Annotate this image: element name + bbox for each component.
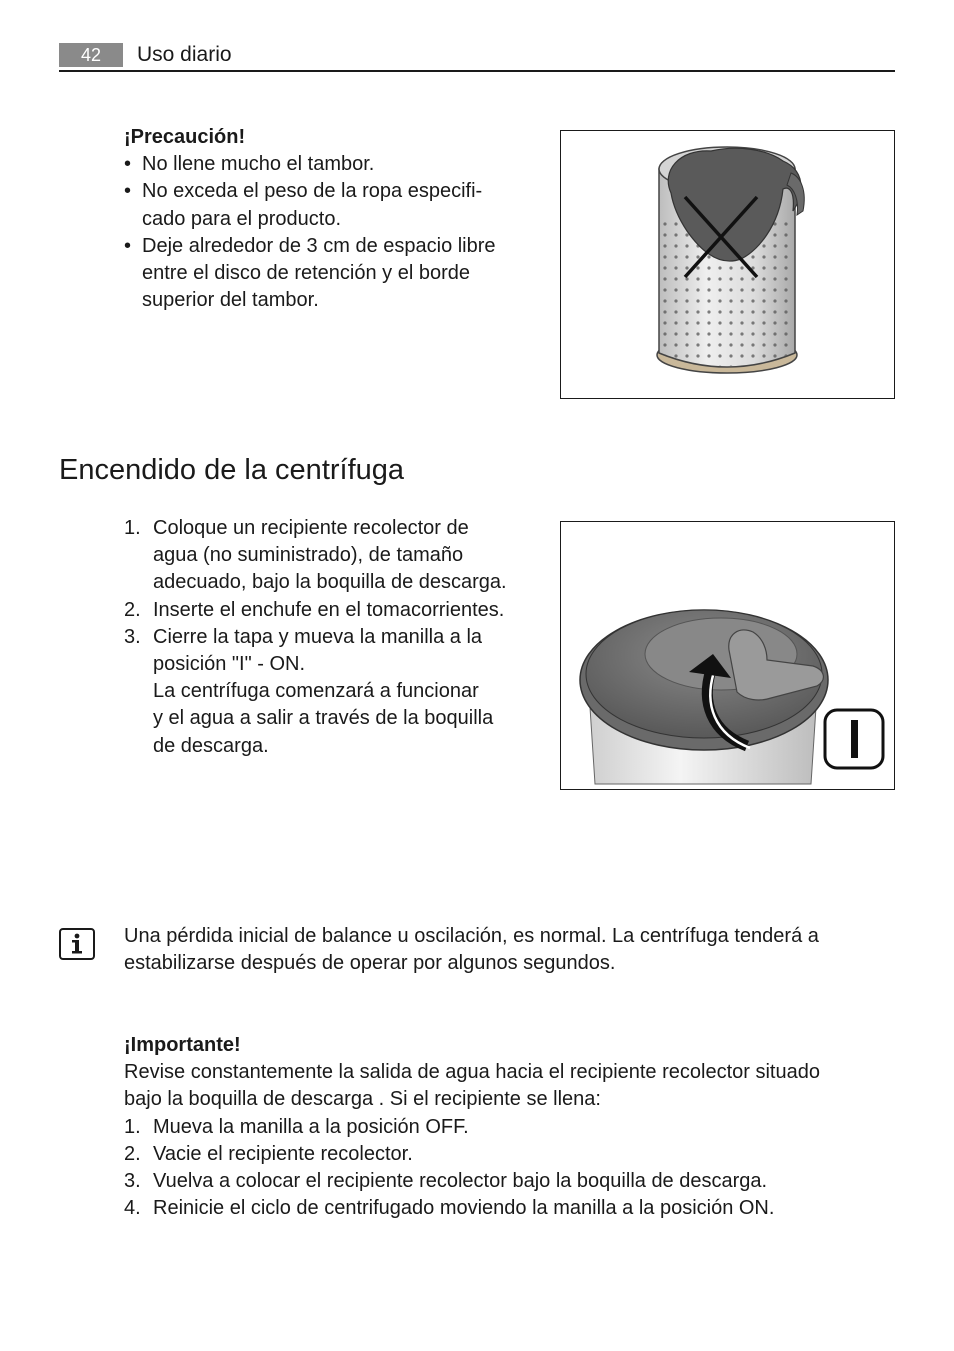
- important-step-text: Vuelva a colocar el recipiente recolector bajo la boquilla de descarga.: [153, 1170, 768, 1193]
- important-step-number: 4.: [124, 1197, 141, 1220]
- step-item: [124, 515, 544, 597]
- important-intro: [124, 1059, 894, 1113]
- section-heading: Encendido de la centrífuga: [59, 454, 405, 486]
- step-line: y el agua a salir a través de la boquilla: [153, 707, 494, 730]
- lid-handle-illustration: [561, 522, 893, 788]
- step-line: agua (no suministrado), de tamaño: [153, 544, 464, 567]
- caution-item-line: Deje alrededor de 3 cm de espacio libre: [142, 234, 496, 257]
- step-item: [124, 597, 544, 624]
- running-section-title: Uso diario: [137, 43, 232, 66]
- step-line: La centrífuga comenzará a funcionar: [153, 680, 479, 703]
- important-block: [124, 1032, 894, 1222]
- step-number: 2.: [124, 598, 141, 621]
- lid-handle-figure: [560, 521, 895, 790]
- page-number: 42: [59, 43, 123, 67]
- info-icon: [59, 928, 95, 960]
- important-step-number: 3.: [124, 1170, 141, 1193]
- important-step-text: Vacie el recipiente recolector.: [153, 1142, 413, 1165]
- important-step: [124, 1195, 894, 1222]
- step-line: Cierre la tapa y mueva la manilla a la: [153, 625, 483, 648]
- caution-item-line: superior del tambor.: [142, 289, 319, 312]
- overfilled-drum-illustration: [561, 131, 893, 397]
- info-note-line: estabilizarse después de operar por algunos segundos.: [124, 952, 616, 975]
- step-line: de descarga.: [153, 734, 269, 757]
- caution-item: • Deje alrededor de 3 cm de espacio libre entre el disco de retención y el borde superior del tambor.: [124, 234, 496, 312]
- info-note: [124, 923, 894, 977]
- step-line: adecuado, bajo la boquilla de descarga.: [153, 571, 507, 594]
- important-title: ¡Importante!: [124, 1034, 241, 1056]
- important-step: [124, 1114, 894, 1141]
- step-number: 1.: [124, 517, 141, 539]
- important-intro-line: bajo la boquilla de descarga . Si el recipiente se llena:: [124, 1088, 601, 1111]
- caution-item-line: No llene mucho el tambor.: [142, 153, 375, 176]
- step-item: [124, 624, 544, 760]
- caution-block: [124, 124, 534, 314]
- important-step: [124, 1141, 894, 1168]
- overfilled-drum-figure: [560, 130, 895, 399]
- page-header: [59, 40, 895, 72]
- start-steps: [124, 515, 544, 760]
- step-number: 3.: [124, 625, 141, 648]
- step-line: posición "I" - ON.: [153, 653, 306, 676]
- important-intro-line: Revise constantemente la salida de agua hacia el recipiente recolector situado: [124, 1061, 820, 1084]
- caution-item-line: entre el disco de retención y el borde: [142, 262, 470, 285]
- caution-item-line: cado para el producto.: [142, 207, 342, 230]
- info-glyph: [61, 930, 92, 957]
- info-note-line: Una pérdida inicial de balance u oscilación, es normal. La centrífuga tenderá a: [124, 925, 819, 947]
- caution-item: • No llene mucho el tambor.: [124, 153, 375, 176]
- important-step-number: 1.: [124, 1115, 141, 1138]
- caution-item-line: No exceda el peso de la ropa especifi-: [142, 180, 483, 203]
- important-step-number: 2.: [124, 1142, 141, 1165]
- step-line: Inserte el enchufe en el tomacorrientes.: [153, 598, 505, 621]
- caution-title: ¡Precaución!: [124, 126, 246, 148]
- important-step: [124, 1168, 894, 1195]
- important-step-text: Mueva la manilla a la posición OFF.: [153, 1115, 469, 1138]
- caution-item: • No exceda el peso de la ropa especifi- cado para el producto.: [124, 180, 483, 230]
- important-step-text: Reinicie el ciclo de centrifugado moviendo la manilla a la posición ON.: [153, 1197, 775, 1220]
- step-line: Coloque un recipiente recolector de: [153, 517, 469, 539]
